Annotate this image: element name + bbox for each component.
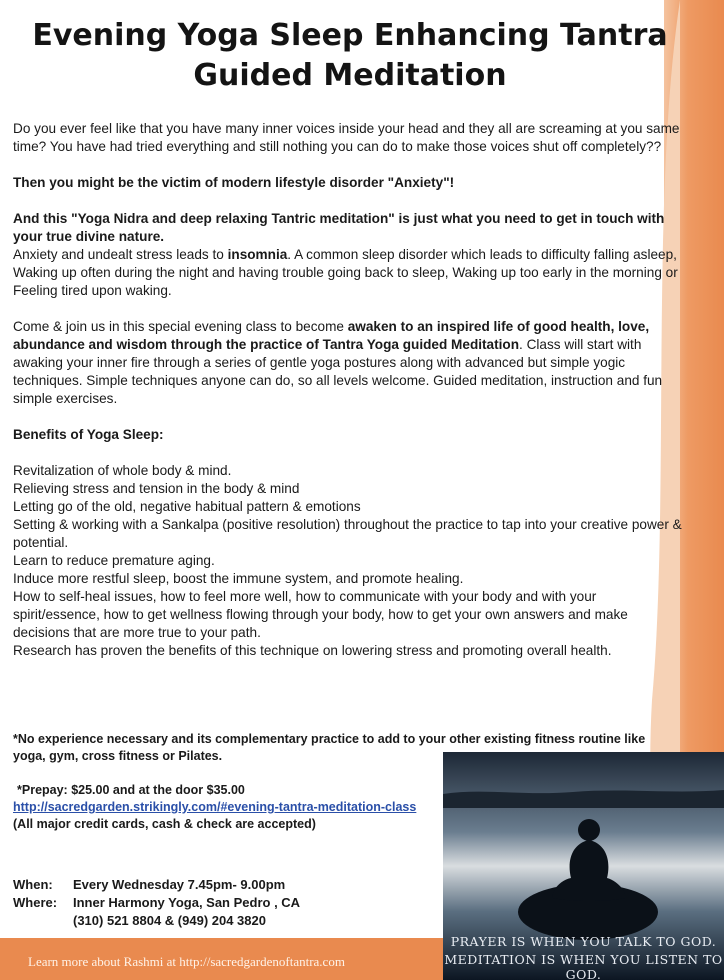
meditation-photo [443, 752, 724, 980]
join-paragraph: Come & join us in this special evening class to become awaken to an inspired life of good health, love, abundance and wisdom through the practice of Tantra Yoga guided Meditation. Class will start with awaking your inner fire through a series of gentle yoga postures along with advanced but simple yogic techniques. Simple techniques anyone can do, so all levels welcome. Guided meditation, instruction and fun simple exercises. [13, 319, 663, 406]
phone-numbers: (310) 521 8804 & (949) 204 3820 [73, 913, 266, 928]
title-line-1: Evening Yoga Sleep Enhancing Tantra [32, 18, 668, 53]
benefit-item: How to self-heal issues, how to feel more well, how to communicate with your body and with your spirit/essence, how to get wellness flowing through your body, how to get your own answers and make decisions that are more true to your path. [13, 589, 628, 640]
payment-note: (All major credit cards, cash & check are accepted) [13, 817, 316, 831]
where-label: Where: [13, 895, 58, 910]
title-line-2: Guided Meditation [193, 58, 507, 93]
quote-line-1: PRAYER IS WHEN YOU TALK TO GOD. [450, 934, 717, 949]
page-title [20, 16, 680, 96]
when-value: Every Wednesday 7.45pm- 9.00pm [73, 877, 286, 892]
flyer-body [13, 120, 685, 660]
benefit-item: Research has proven the benefits of this technique on lowering stress and promoting overall health. [13, 643, 612, 658]
insomnia-paragraph: Anxiety and undealt stress leads to insomnia. A common sleep disorder which leads to difficulty falling asleep, Waking up often during the night and having trouble going back to sleep, Waking up too early in the morning or Feeling tired upon waking. [13, 247, 678, 298]
benefit-item: Revitalization of whole body & mind. [13, 463, 232, 478]
footer-text: Learn more about Rashmi at http://sacredgardenoftantra.com [28, 954, 345, 969]
prepay-text: *Prepay: $25.00 and at the door $35.00 [17, 783, 245, 797]
victim-line: Then you might be the victim of modern lifestyle disorder "Anxiety"! [13, 175, 455, 190]
class-link[interactable]: http://sacredgarden.strikingly.com/#evening-tantra-meditation-class [13, 800, 417, 814]
benefit-item: Letting go of the old, negative habitual pattern & emotions [13, 499, 361, 514]
event-details [13, 876, 300, 930]
benefit-item: Learn to reduce premature aging. [13, 553, 215, 568]
benefit-item: Induce more restful sleep, boost the immune system, and promote healing. [13, 571, 464, 586]
quote-line-2: MEDITATION IS WHEN YOU LISTEN TO GOD. [444, 952, 723, 980]
benefit-item: Setting & working with a Sankalpa (positive resolution) throughout the practice to tap into your creative power & potential. [13, 517, 682, 550]
intro-paragraph: Do you ever feel like that you have many inner voices inside your head and they all are screaming at you same time? You have had tried everything and still nothing you can do to make those voices shut off completely?? [13, 121, 680, 154]
benefits-heading: Benefits of Yoga Sleep: [13, 427, 164, 442]
where-value: Inner Harmony Yoga, San Pedro , CA [73, 895, 301, 910]
no-experience-note: *No experience necessary and its complementary practice to add to your other existing fitness routine like yoga, gym, cross fitness or Pilates. [13, 732, 646, 763]
when-label: When: [13, 877, 53, 892]
benefit-item: Relieving stress and tension in the body & mind [13, 481, 300, 496]
nidra-paragraph: And this "Yoga Nidra and deep relaxing Tantric meditation" is just what you need to get in touch with your true divine nature. [13, 211, 665, 244]
details-block [13, 731, 646, 833]
